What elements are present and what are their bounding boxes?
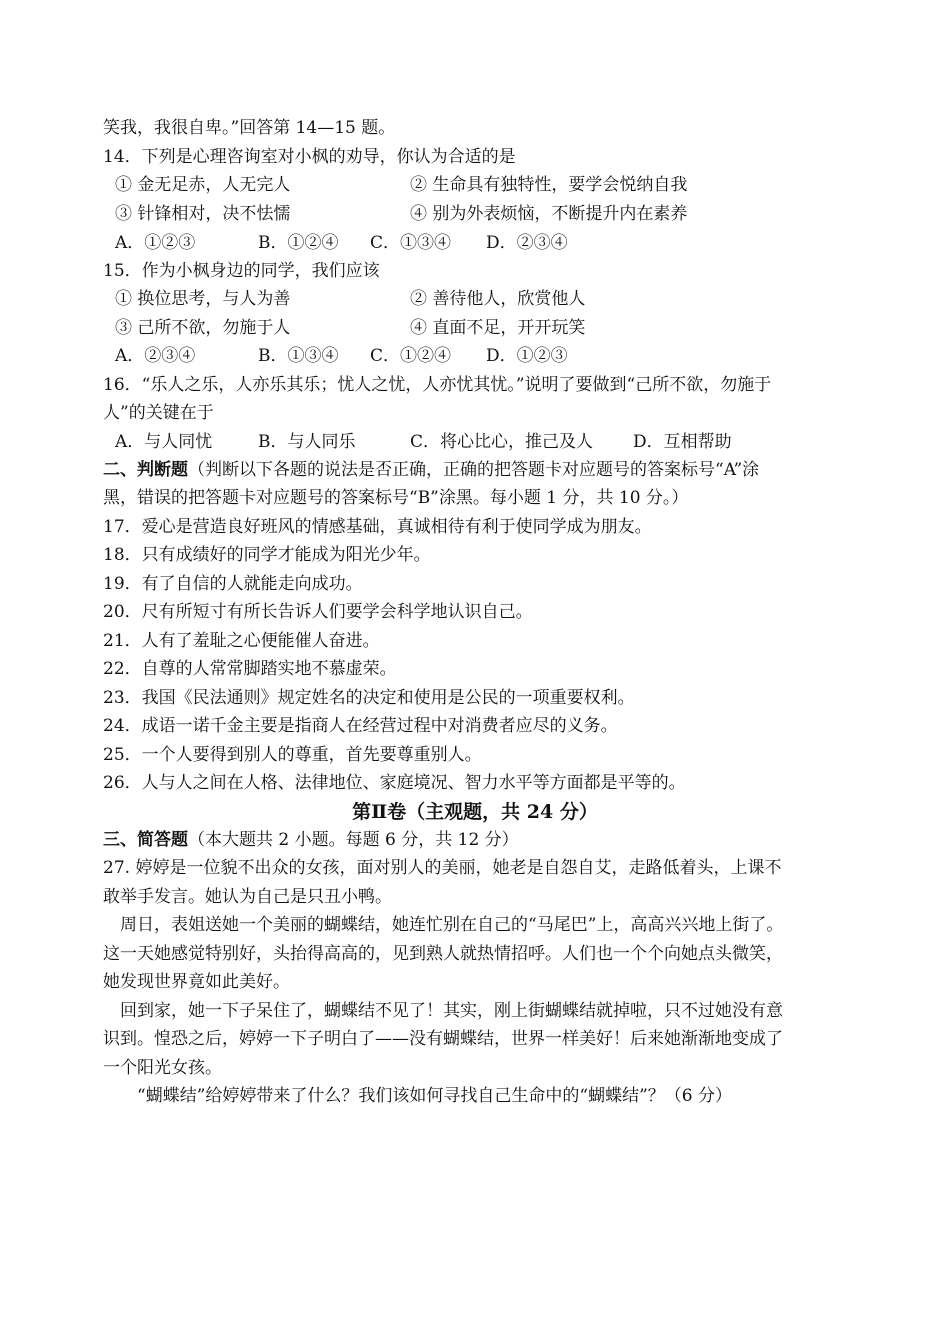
q14-statement-4: ④ 别为外表烦恼，不断提升内在素养 (410, 204, 688, 224)
section-2-label: 二、判断题 (103, 460, 188, 480)
question-27-prompt: “蝴蝶结”给婷婷带来了什么？我们该如何寻找自己生命中的“蝴蝶结”？（6 分） (103, 1086, 732, 1106)
question-21: 21．人有了羞耻之心便能催人奋进。 (103, 631, 380, 651)
q16-choice-d: D．互相帮助 (633, 432, 732, 452)
q15-choice-a: A．②③④ (115, 346, 196, 366)
q15-statement-3: ③ 己所不欲，勿施于人 (115, 318, 291, 338)
section-3-instructions: （本大题共 2 小题。每题 6 分，共 12 分） (188, 830, 519, 850)
q15-statement-4: ④ 直面不足，开开玩笑 (410, 318, 586, 338)
question-27-line-4: 这一天她感觉特别好，头抬得高高的，见到熟人就热情招呼。人们也一个个向她点头微笑， (103, 944, 783, 964)
question-23: 23．我国《民法通则》规定姓名的决定和使用是公民的一项重要权利。 (103, 688, 635, 708)
question-27-line-3: 周日，表姐送她一个美丽的蝴蝶结，她连忙别在自己的“马尾巴”上，高高兴兴地上街了。 (103, 915, 784, 935)
question-25: 25．一个人要得到别人的尊重，首先要尊重别人。 (103, 745, 482, 765)
question-27: 27. 婷婷是一位貌不出众的女孩，面对别人的美丽，她老是自怨自艾，走路低着头，上课不 (103, 858, 782, 878)
q15-statement-2: ② 善待他人，欣赏他人 (410, 289, 586, 309)
question-27-line-2: 敢举手发言。她认为自己是只丑小鸭。 (103, 887, 392, 907)
q14-statement-3: ③ 针锋相对，决不怯懦 (115, 204, 291, 224)
text-line: 笑我，我很自卑。”回答第 14—15 题。 (103, 118, 396, 138)
question-27-line-6: 回到家，她一下子呆住了，蝴蝶结不见了！其实，刚上街蝴蝶结就掉啦，只不过她没有意 (103, 1001, 783, 1021)
question-15: 15．作为小枫身边的同学，我们应该 (103, 261, 380, 281)
question-16: 16．“乐人之乐，人亦乐其乐；忧人之忧，人亦忧其忧。”说明了要做到“己所不欲，勿施于 (103, 375, 772, 395)
q15-choice-b: B．①③④ (258, 346, 339, 366)
section-2-instructions-cont: 黑，错误的把答题卡对应题号的答案标号“B”涂黑。每小题 1 分，共 10 分。） (103, 488, 689, 508)
question-27-line-8: 一个阳光女孩。 (103, 1058, 222, 1078)
q15-choice-c: C．①②④ (370, 346, 452, 366)
q16-choice-b: B．与人同乐 (258, 432, 356, 452)
q14-statement-1: ① 金无足赤，人无完人 (115, 175, 291, 195)
question-20: 20．尺有所短寸有所长告诉人们要学会科学地认识自己。 (103, 602, 533, 622)
part-2-title: 第Ⅱ卷（主观题，共 24 分） (352, 801, 598, 823)
section-3-heading (103, 828, 519, 852)
question-26: 26．人与人之间在人格、法律地位、家庭境况、智力水平等方面都是平等的。 (103, 773, 686, 793)
q16-choice-a: A．与人同忧 (115, 432, 213, 452)
q16-choice-c: C．将心比心，推己及人 (410, 432, 594, 452)
question-16-cont: 人”的关键在于 (103, 403, 214, 423)
q15-choice-d: D．①②③ (486, 346, 568, 366)
question-27-line-5: 她发现世界竟如此美好。 (103, 972, 290, 992)
question-18: 18．只有成绩好的同学才能成为阳光少年。 (103, 545, 431, 565)
question-17: 17．爱心是营造良好班风的情感基础，真诚相待有利于使同学成为朋友。 (103, 517, 652, 537)
question-22: 22．自尊的人常常脚踏实地不慕虚荣。 (103, 659, 397, 679)
q14-choice-d: D．②③④ (486, 233, 568, 253)
section-2-heading (103, 458, 759, 482)
q14-statement-2: ② 生命具有独特性，要学会悦纳自我 (410, 175, 688, 195)
section-2-instructions: （判断以下各题的说法是否正确，正确的把答题卡对应题号的答案标号“A”涂 (188, 460, 760, 480)
question-19: 19．有了自信的人就能走向成功。 (103, 574, 363, 594)
q14-choice-a: A．①②③ (115, 233, 196, 253)
q14-choice-b: B．①②④ (258, 233, 339, 253)
section-3-label: 三、简答题 (103, 830, 188, 850)
q15-statement-1: ① 换位思考，与人为善 (115, 289, 291, 309)
q14-choice-c: C．①③④ (370, 233, 452, 253)
question-24: 24．成语一诺千金主要是指商人在经营过程中对消费者应尽的义务。 (103, 716, 618, 736)
question-14: 14．下列是心理咨询室对小枫的劝导，你认为合适的是 (103, 147, 516, 167)
question-27-line-7: 识到。惶恐之后，婷婷一下子明白了——没有蝴蝶结，世界一样美好！后来她渐渐地变成了 (103, 1029, 783, 1049)
